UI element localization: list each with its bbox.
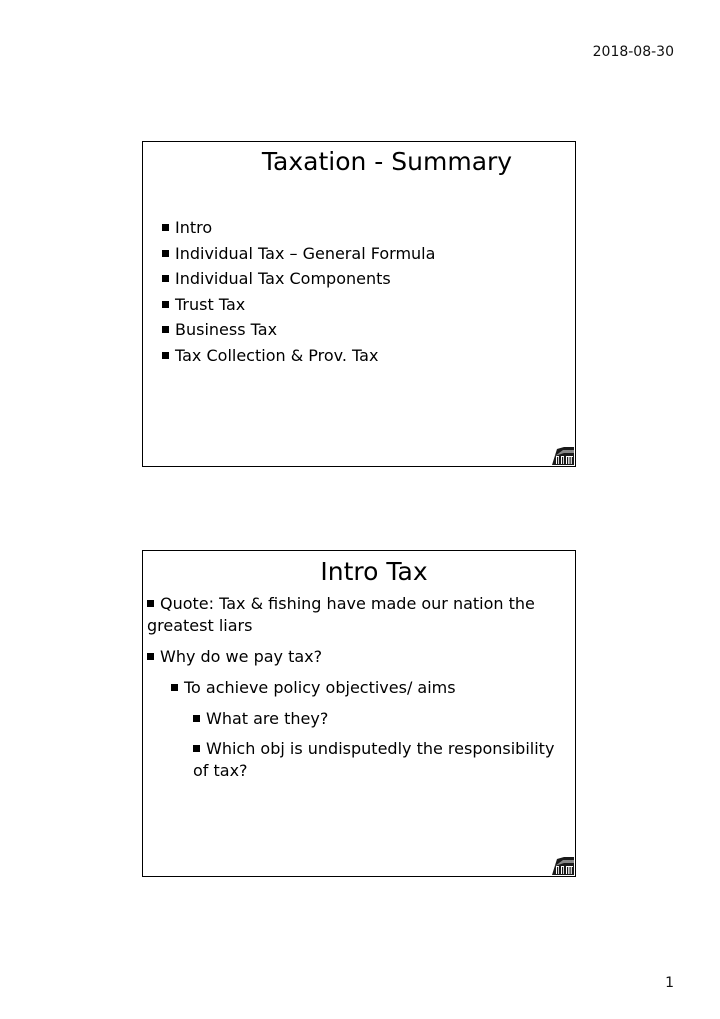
bullet-text: What are they? (206, 709, 329, 728)
bullet-text: Why do we pay tax? (160, 647, 323, 666)
slide-title: Taxation - Summary (261, 147, 513, 176)
list-item (162, 215, 435, 241)
list-item (162, 241, 435, 267)
slide-thumbnail-1 (142, 141, 576, 467)
list-item (147, 646, 571, 668)
square-bullet-icon (193, 745, 200, 752)
bullet-text: Trust Tax (175, 294, 246, 314)
list-item (147, 593, 571, 637)
square-bullet-icon (162, 275, 169, 282)
slide-thumbnail-2 (142, 550, 576, 877)
bullet-text: To achieve policy objectives/ aims (184, 678, 456, 697)
square-bullet-icon (147, 600, 154, 607)
bullet-text: Intro (175, 218, 213, 237)
bullet-text: Tax Collection & Prov. Tax (175, 345, 379, 365)
list-item (162, 343, 435, 369)
square-bullet-icon (171, 684, 178, 691)
bullet-list (147, 593, 571, 790)
list-item (162, 266, 435, 292)
slide-title: Intro Tax (320, 557, 428, 586)
afm-logo-icon (552, 857, 574, 875)
square-bullet-icon (162, 250, 169, 257)
square-bullet-icon (162, 352, 169, 359)
square-bullet-icon (147, 653, 154, 660)
list-item (147, 738, 571, 782)
bullet-text: Which obj is undisputedly the responsibility of tax? (193, 739, 555, 780)
list-item (147, 708, 571, 730)
afm-logo-icon (552, 447, 574, 465)
list-item (147, 677, 571, 699)
bullet-text: Individual Tax – General Formula (175, 243, 436, 263)
bullet-text: Individual Tax Components (175, 269, 391, 289)
list-item (162, 292, 435, 318)
bullet-text: Quote: Tax & fishing have made our nation the greatest liars (147, 594, 535, 635)
document-date: 2018-08-30 (592, 44, 674, 60)
bullet-text: Business Tax (175, 320, 278, 340)
square-bullet-icon (162, 301, 169, 308)
square-bullet-icon (193, 715, 200, 722)
square-bullet-icon (162, 224, 169, 231)
square-bullet-icon (162, 326, 169, 333)
list-item (162, 317, 435, 343)
bullet-list (162, 215, 435, 369)
page-number: 1 (665, 975, 674, 991)
